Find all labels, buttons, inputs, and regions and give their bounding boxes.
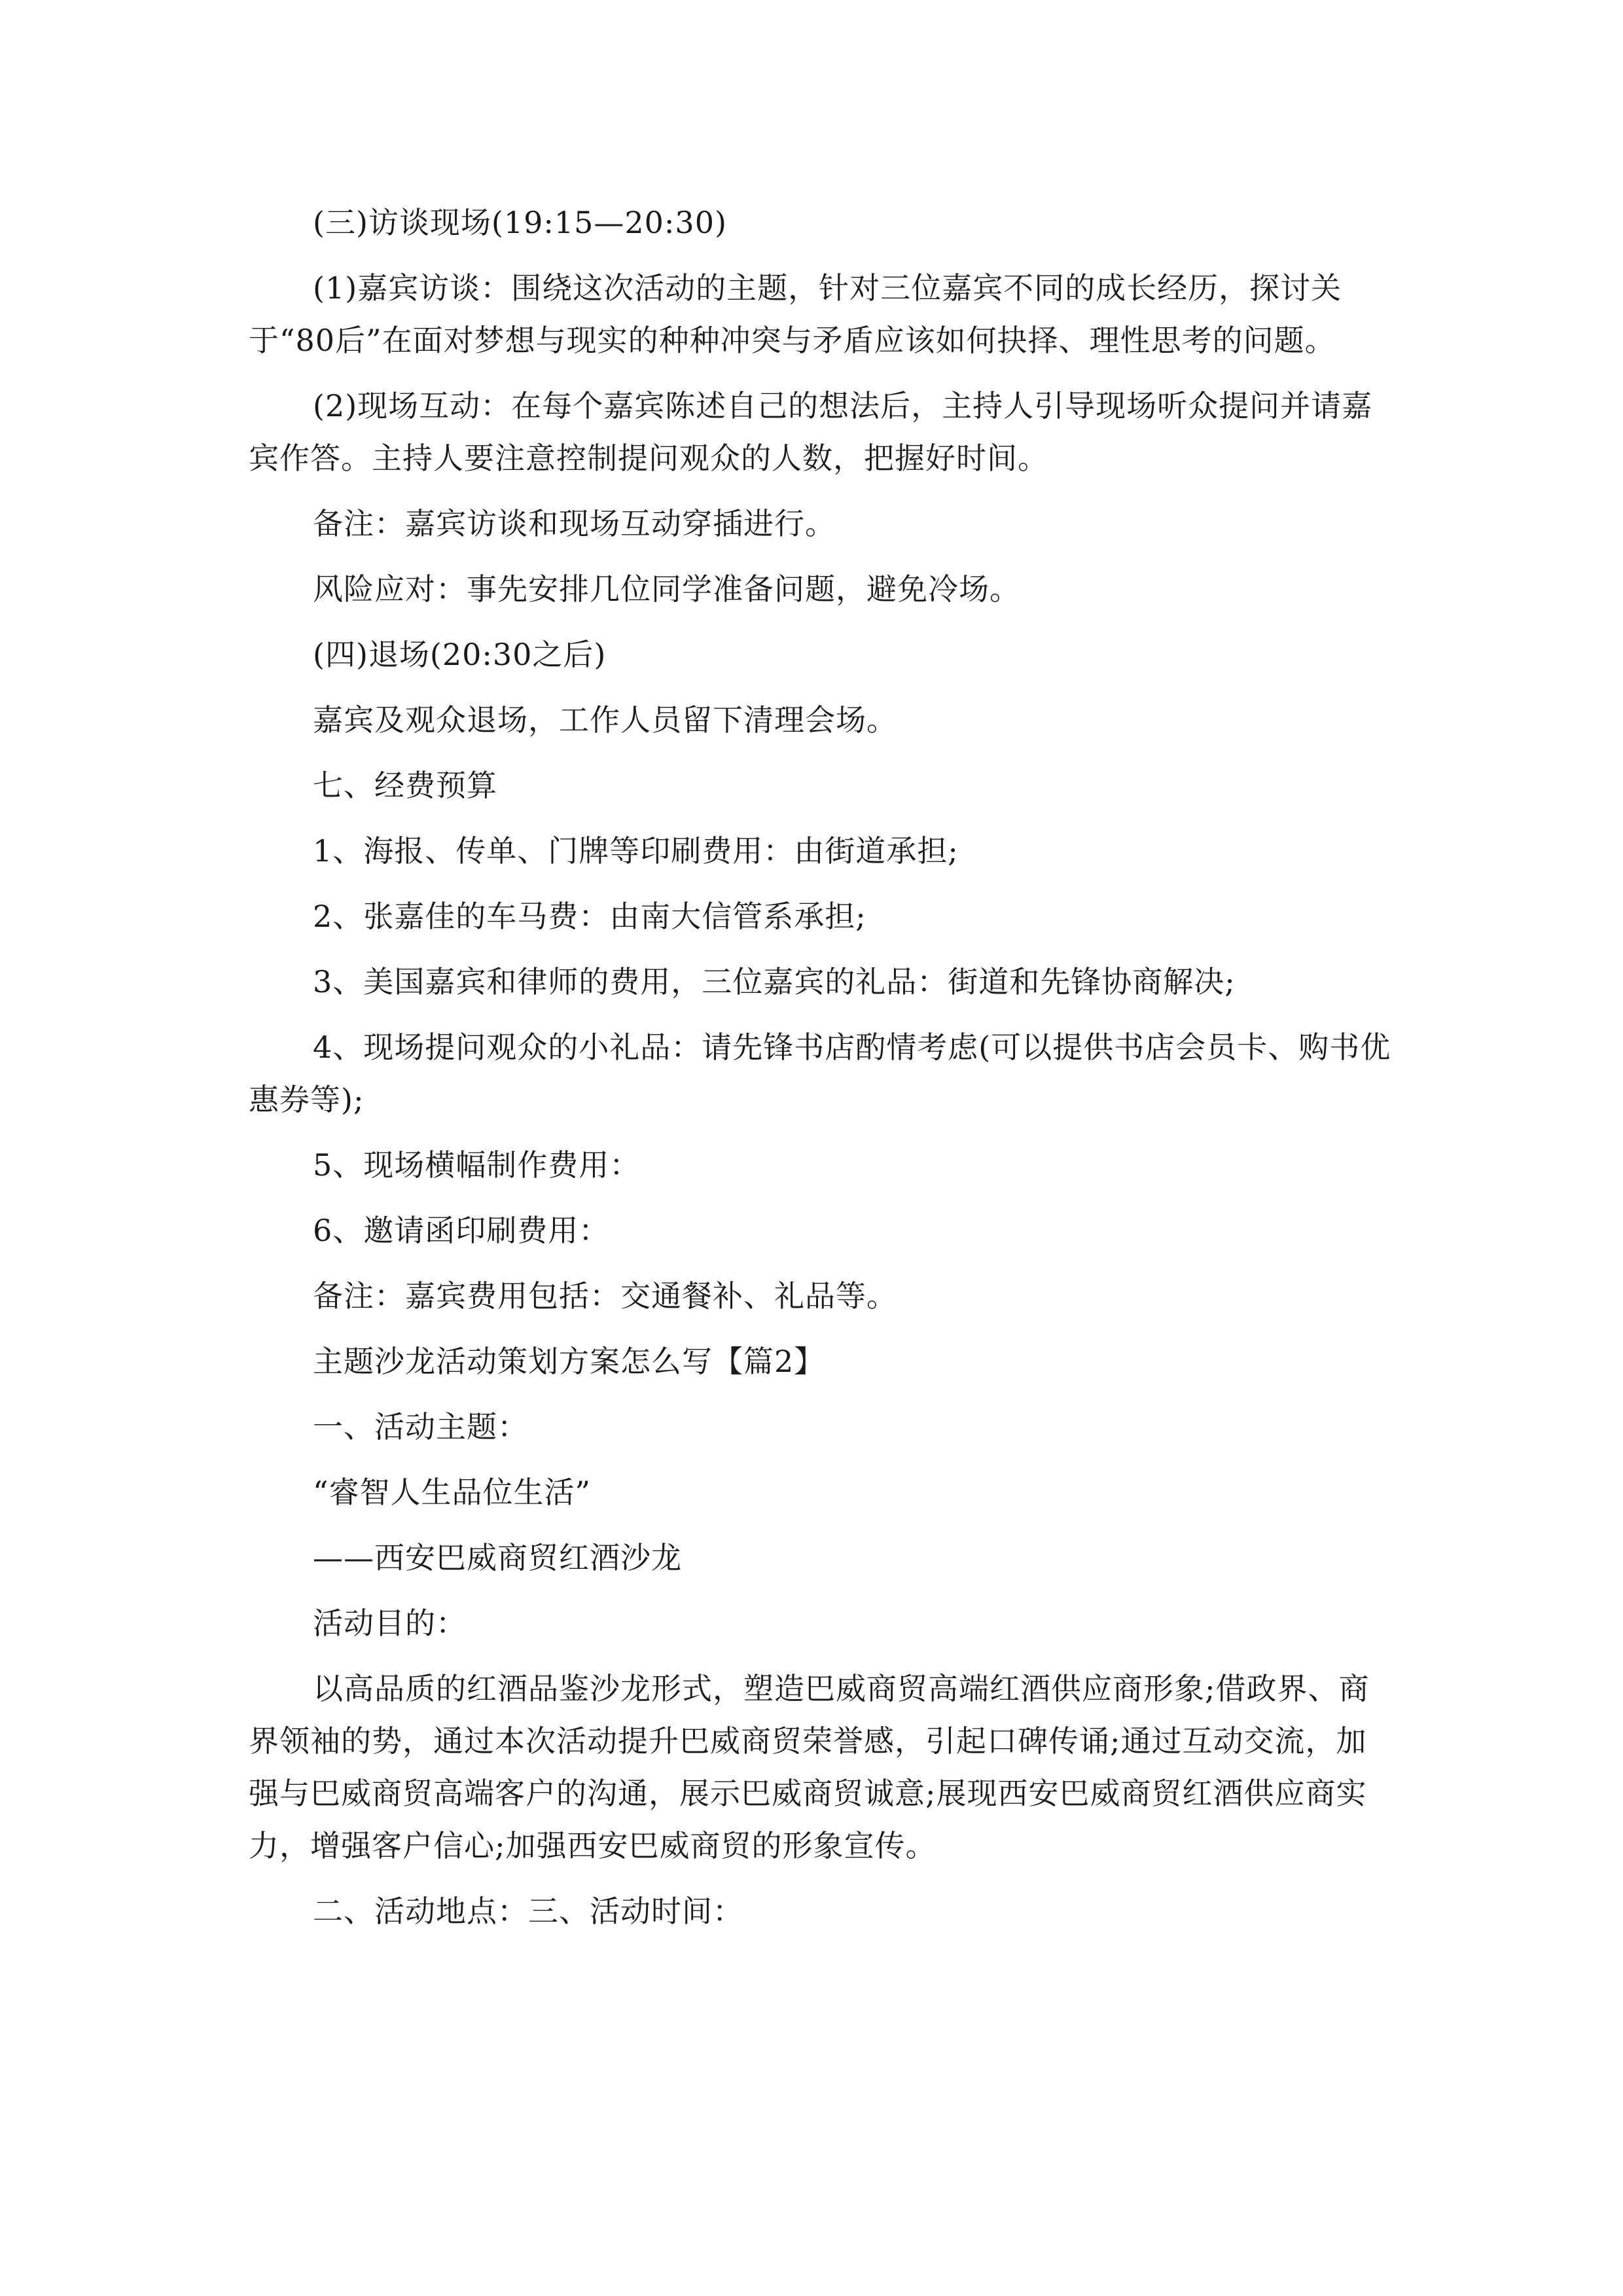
section-title: 主题沙龙活动策划方案怎么写【篇2】 bbox=[313, 1344, 825, 1379]
budget-item: 5、现场横幅制作费用： bbox=[313, 1147, 641, 1183]
paragraph: (2)现场互动：在每个嘉宾陈述自己的想法后，主持人引导现场听众提问并请嘉宾作答。主持人要注意控制提问观众的人数，把握好时间。 bbox=[249, 388, 1373, 476]
budget-item: 6、邀请函印刷费用： bbox=[313, 1213, 610, 1248]
paragraph: (三)访谈现场(19:15—20:30) bbox=[313, 205, 727, 240]
paragraph: “睿智人生品位生活” bbox=[313, 1475, 592, 1510]
paragraph: 嘉宾及观众退场，工作人员留下清理会场。 bbox=[313, 702, 897, 738]
paragraph: (四)退场(20:30之后) bbox=[313, 637, 607, 672]
section-heading: 二、活动地点：三、活动时间： bbox=[313, 1893, 743, 1929]
paragraph: ——西安巴威商贸红酒沙龙 bbox=[313, 1540, 682, 1575]
budget-item: 1、海报、传单、门牌等印刷费用：由街道承担; bbox=[313, 833, 959, 869]
paragraph: (1)嘉宾访谈：围绕这次活动的主题，针对三位嘉宾不同的成长经历，探讨关于“80后”在面对梦想与现实的种种冲突与矛盾应该如何抉择、理性思考的问题。 bbox=[249, 270, 1342, 358]
budget-item: 2、张嘉佳的车马费：由南大信管系承担; bbox=[313, 899, 866, 934]
section-heading: 七、经费预算 bbox=[313, 768, 497, 803]
paragraph: 备注：嘉宾访谈和现场互动穿插进行。 bbox=[313, 506, 836, 541]
budget-item: 4、现场提问观众的小礼品：请先锋书店酌情考虑(可以提供书店会员卡、购书优惠券等); bbox=[249, 1030, 1391, 1117]
paragraph: 备注：嘉宾费用包括：交通餐补、礼品等。 bbox=[313, 1278, 897, 1314]
budget-item: 3、美国嘉宾和律师的费用，三位嘉宾的礼品：街道和先锋协商解决; bbox=[313, 964, 1236, 999]
paragraph: 活动目的： bbox=[313, 1605, 467, 1641]
paragraph: 以高品质的红酒品鉴沙龙形式，塑造巴威商贸高端红酒供应商形象;借政界、商界领袖的势，通过本次活动提升巴威商贸荣誉感，引起口碑传诵;通过互动交流，加强与巴威商贸高端客户的沟通，展示巴威商贸诚意;展现西安巴威商贸红酒供应商实力，增强客户信心;加强西安巴威商贸的形象宣传。 bbox=[249, 1671, 1370, 1863]
paragraph: 风险应对：事先安排几位同学准备问题，避免冷场。 bbox=[313, 571, 1020, 607]
document-body bbox=[249, 196, 1397, 1937]
section-heading: 一、活动主题： bbox=[313, 1409, 528, 1444]
